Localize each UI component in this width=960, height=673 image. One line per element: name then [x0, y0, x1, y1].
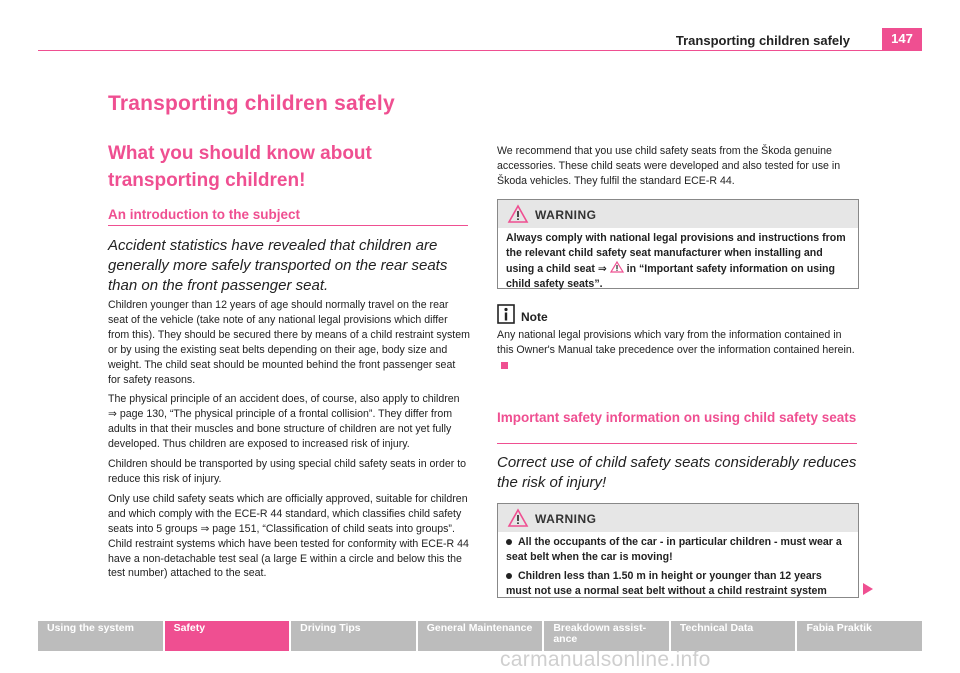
note-title: Note [521, 310, 548, 324]
paragraph: The physical principle of an accident does, of course, also apply to children ⇒ page 130, “The physical principle of a frontal collision”. They differ from adults in that their muscles and bone structure of children are not yet fully developed. Thus children are exposed to increased risk of injury. [108, 393, 460, 451]
warning-bullet: All the occupants of the car - in particular children - must wear a seat belt when the car is moving! [506, 536, 842, 563]
note-icon [497, 304, 515, 324]
warning-box-2 [497, 503, 859, 598]
subsection-rule-2 [497, 443, 857, 444]
paragraph: Only use child safety seats which are officially approved, suitable for children and which comply with the ECE-R 44 standard, which classifies child safety seats into 5 groups ⇒ page 151, “Classification of child seats into groups”. Child restraint systems which have been tested for conformity with ECE-R 44 have a non-detachable test seal (a large E within a circle and below this the test number) attached to the seat. [108, 492, 469, 580]
paragraph: Children younger than 12 years of age should normally travel on the rear seat of the vehicle (take note of any national legal provisions which differ from this). They should be secured there by means of a child restraint system or by using the existing seat belts depending on their age, body size and weight. The child seat should be mounted behind the front passenger seat for safety reasons. [108, 299, 470, 386]
subsection-rule [108, 225, 468, 226]
warning-bullet: Children less than 1.50 m in height or younger than 12 years must not use a normal seat belt without a child restraint system [506, 570, 827, 597]
tab-using-the-system[interactable]: Using the system [38, 621, 163, 651]
tab-fabia-praktik[interactable]: Fabia Praktik [797, 621, 922, 651]
watermark-text: carmanualsonline.info [500, 648, 711, 671]
bullet-dot [506, 573, 512, 579]
tab-safety[interactable]: Safety [165, 621, 290, 651]
lead-paragraph: Accident statistics have revealed that children are generally more safely transported on the rear seats than on the front passenger seat. [108, 237, 448, 294]
warning-title: WARNING [535, 208, 597, 222]
subsection-title-2: Important safety information on using child safety seats [497, 410, 857, 425]
continue-arrow-icon [862, 582, 874, 596]
warning-box [497, 199, 859, 289]
tab-technical-data[interactable]: Technical Data [671, 621, 796, 651]
warning-triangle-small-icon [610, 261, 624, 273]
note-paragraph: Any national legal provisions which vary from the information contained in this Owner's Manual take precedence over the information contained herein. [497, 328, 857, 373]
running-header-title: Transporting children safely [675, 33, 850, 48]
header-rule [38, 50, 922, 51]
warning-triangle-icon [507, 508, 529, 528]
paragraph: Children should be transported by using special child safety seats in order to reduce this risk of injury. [108, 458, 467, 485]
page-number: 147 [882, 28, 922, 50]
bullet-dot [506, 539, 512, 545]
tab-driving-tips[interactable]: Driving Tips [291, 621, 416, 651]
warning-triangle-icon [507, 204, 529, 224]
chapter-nav [38, 621, 922, 651]
section-title: What you should know about transporting children! [108, 143, 372, 191]
warning-header [498, 200, 858, 228]
end-of-section-marker [501, 362, 508, 369]
tab-breakdown-assistance[interactable]: Breakdown assist-ance [544, 621, 669, 651]
chapter-title: Transporting children safely [108, 92, 395, 115]
warning-text: Always comply with national legal provisions and instructions from the relevant child safety seat manufacturer when installing and using a child seat ⇒ in “Important safety information on using child safety seats”. [506, 232, 846, 290]
body-text [108, 298, 470, 586]
lead-paragraph-2: Correct use of child safety seats considerably reduces the risk of injury! [497, 454, 857, 491]
warning-title-2: WARNING [535, 512, 597, 526]
subsection-title: An introduction to the subject [108, 207, 300, 222]
tab-general-maintenance[interactable]: General Maintenance [418, 621, 543, 651]
recommendation-paragraph: We recommend that you use child safety seats from the Škoda genuine accessories. These child seats were developed and also tested for use in Škoda vehicles. They fulfil the standard ECE-R 44. [497, 145, 841, 187]
warning-header-2 [498, 504, 858, 532]
warning-text-2 [498, 532, 858, 608]
